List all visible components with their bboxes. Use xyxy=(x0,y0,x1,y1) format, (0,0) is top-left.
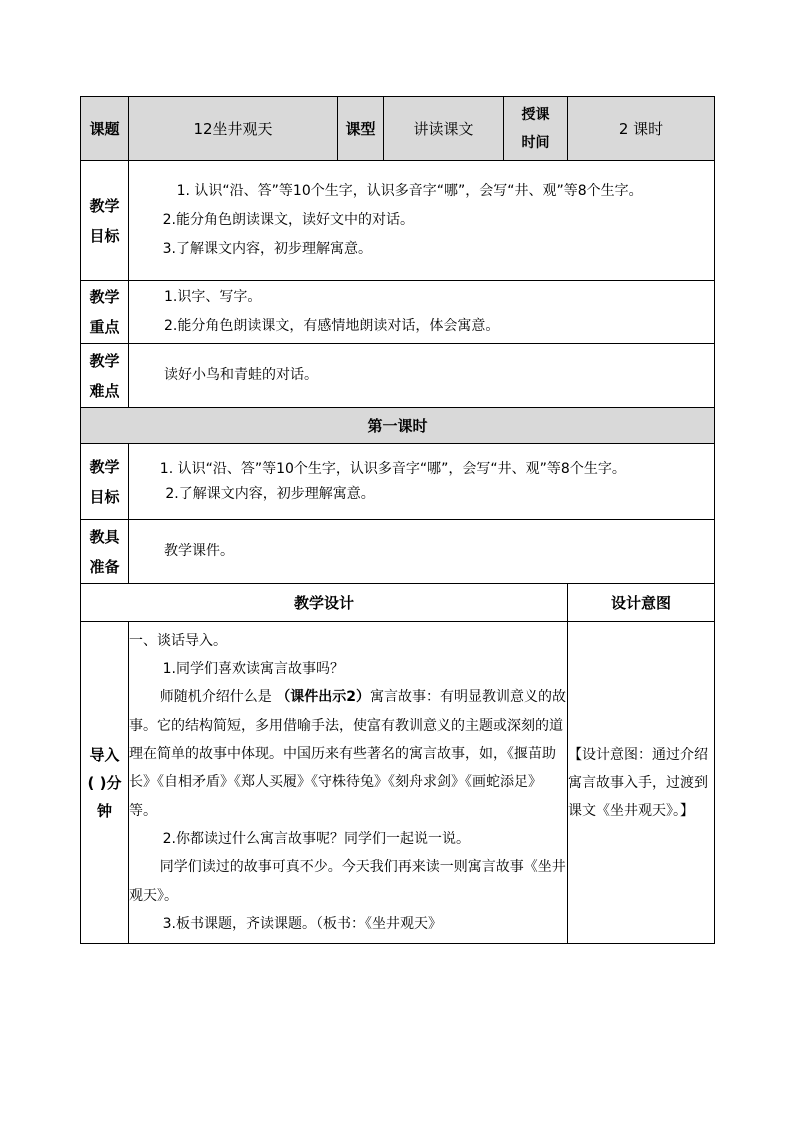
lesson1-goal-item: 2.了解课文内容，初步理解寓意。 xyxy=(165,485,375,502)
lesson1-goals-label-line-1: 教学 xyxy=(89,457,120,476)
intro-paragraph xyxy=(129,683,567,824)
focus-label-line-2: 重点 xyxy=(89,318,120,336)
header-row xyxy=(81,97,715,161)
design-header-left: 教学设计 xyxy=(81,584,568,622)
lesson1-goals-label xyxy=(81,444,129,520)
difficulty-label-line-2: 难点 xyxy=(89,381,120,400)
lesson1-goals-label-line-2: 目标 xyxy=(89,487,120,506)
topic-value: 12坐井观天 xyxy=(129,97,338,161)
design-header-row xyxy=(81,584,715,622)
type-label: 课型 xyxy=(338,97,384,161)
section-title: 第一课时 xyxy=(81,408,715,444)
intro-label-line-2: ( )分 xyxy=(87,773,122,792)
materials-label-line-1: 教具 xyxy=(89,527,120,546)
lesson-plan-table xyxy=(80,96,715,944)
materials-row xyxy=(81,520,715,584)
difficulty-label xyxy=(81,344,129,408)
section-row xyxy=(81,408,715,444)
focus-content xyxy=(129,281,715,344)
goals-label xyxy=(81,161,129,281)
goal-item: 1. 认识“沿、答”等10个生字，认识多音字“哪”，会写“井、观”等8个生字。 xyxy=(176,183,643,199)
intro-line: 同学们读过的故事可真不少。今天我们再来读一则寓言故事《坐井观天》。 xyxy=(129,859,566,904)
time-label-line-1: 授课 xyxy=(521,106,550,123)
focus-item: 2.能分角色朗读课文，有感情地朗读对话，体会寓意。 xyxy=(164,318,500,334)
materials-content xyxy=(129,520,715,584)
lesson-plan-sheet xyxy=(80,96,714,944)
topic-label: 课题 xyxy=(81,97,129,161)
difficulty-text: 读好小鸟和青蛙的对话。 xyxy=(164,367,318,383)
intro-row xyxy=(81,622,715,944)
intro-line: 3.板书课题，齐读课题。（板书：《坐井观天》 xyxy=(162,915,442,932)
lesson1-goal-item: 1. 认识“沿、答”等10个生字，认识多音字“哪”，会写“井、观”等8个生字。 xyxy=(159,460,626,477)
design-intent xyxy=(568,622,715,944)
lesson1-goals-content xyxy=(129,444,715,520)
difficulty-content xyxy=(129,344,715,408)
difficulty-label-line-1: 教学 xyxy=(89,351,120,370)
goal-item: 3.了解课文内容，初步理解寓意。 xyxy=(162,241,372,257)
difficulty-row xyxy=(81,344,715,408)
intro-text-span: 师随机介绍什么是 xyxy=(159,689,277,706)
intro-line: 一、谈话导入。 xyxy=(129,632,227,649)
intro-label-line-1: 导入 xyxy=(89,745,120,764)
design-intent-text: 【设计意图：通过介绍寓言故事入手，过渡到课文《坐井观天》。】 xyxy=(568,746,708,819)
intro-line: 1.同学们喜欢读寓言故事吗？ xyxy=(162,661,344,678)
intro-line: 2.你都读过什么寓言故事呢？同学们一起说一说。 xyxy=(162,830,470,847)
time-label xyxy=(504,97,568,161)
intro-text-span: 寓言故事：有明显教训意义的故事。它的结构简短，多用借喻手法，使富有教训意义的主题或深刻的道理在简单的故事中体现。中国历来有些著名的寓言故事，如，《揠苗助长》《自相矛盾》《郑人买履》《守株待兔》《刻舟求剑》《画蛇添足》等。 xyxy=(129,689,566,819)
focus-label-line-1: 教学 xyxy=(89,288,120,306)
intro-label xyxy=(81,622,129,944)
materials-label xyxy=(81,520,129,584)
type-value: 讲读课文 xyxy=(384,97,504,161)
goals-content xyxy=(129,161,715,281)
goals-label-line-1: 教学 xyxy=(89,196,120,215)
focus-label xyxy=(81,281,129,344)
intro-label-line-3: 钟 xyxy=(96,801,112,820)
intro-content xyxy=(129,622,568,944)
time-label-line-2: 时间 xyxy=(521,134,550,151)
materials-text: 教学课件。 xyxy=(164,543,234,559)
lesson1-goals-row xyxy=(81,444,715,520)
time-value: 2 课时 xyxy=(568,97,715,161)
focus-row xyxy=(81,281,715,344)
goals-row xyxy=(81,161,715,281)
materials-label-line-2: 准备 xyxy=(89,557,120,576)
design-header-right: 设计意图 xyxy=(568,584,715,622)
courseware-callout: （课件出示2） xyxy=(276,689,370,706)
goals-label-line-2: 目标 xyxy=(89,226,120,245)
focus-item: 1.识字、写字。 xyxy=(164,289,262,305)
goal-item: 2.能分角色朗读课文，读好文中的对话。 xyxy=(162,212,414,228)
